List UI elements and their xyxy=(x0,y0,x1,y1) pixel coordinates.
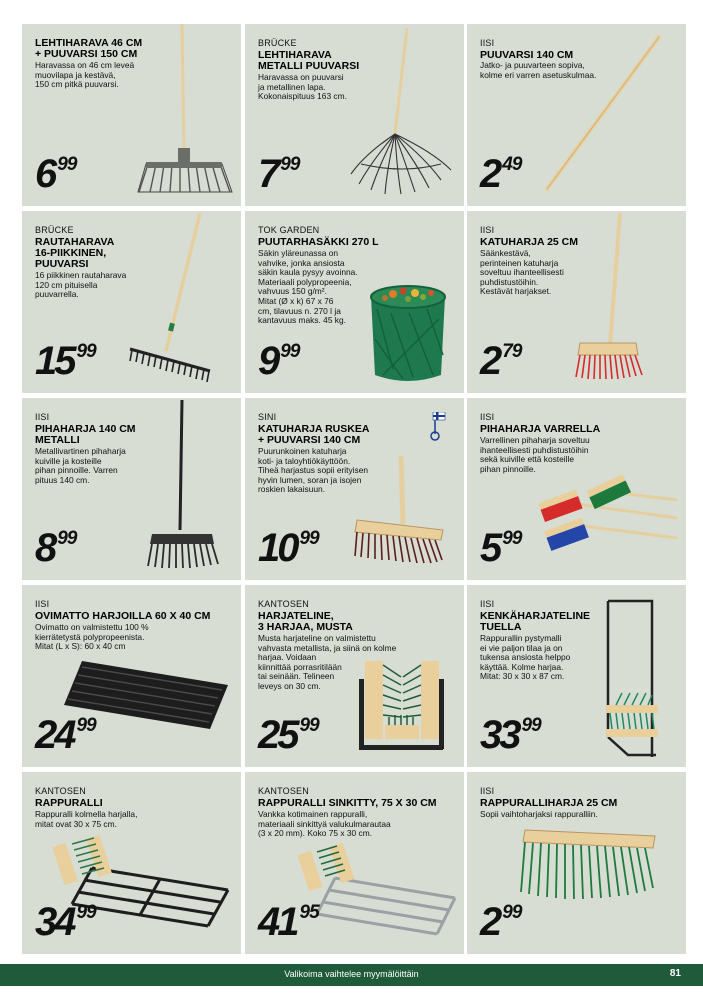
product-description xyxy=(258,73,347,102)
three-brooms-image xyxy=(537,468,682,578)
price-cents: 99 xyxy=(502,902,522,923)
product-description-text: Vankka kotimainen rappuralli, materiaali sinkittyä valukulmarautaa (3 x 20 mm). Koko 75 x 30 cm. xyxy=(258,809,391,839)
price-label xyxy=(258,154,299,194)
product-title xyxy=(258,50,359,72)
price-main: 2 xyxy=(480,339,500,383)
footer-bar xyxy=(0,964,703,986)
product-description-text: Rappurallin pystymalli ei vie paljon tilaa ja on tukensa ansiosta helppo käyttää. Kolme harjaa. Mitat: 30 x 30 x 87 cm. xyxy=(480,633,571,682)
price-label xyxy=(35,154,76,194)
price-main: 6 xyxy=(35,152,55,196)
product-card-lehtiharava-metalli xyxy=(245,24,464,206)
price-main: 7 xyxy=(258,152,278,196)
brown-broom-image xyxy=(345,438,455,573)
product-brand: IISI xyxy=(480,599,495,609)
price-main: 10 xyxy=(258,526,297,570)
product-title xyxy=(258,798,437,809)
leaf-rake-image xyxy=(132,24,237,199)
product-brand: IISI xyxy=(480,225,495,235)
product-brand: IISI xyxy=(480,38,495,48)
product-title-text: PIHAHARJA VARRELLA xyxy=(480,423,601,435)
product-brand: BRÜCKE xyxy=(258,38,297,48)
product-card-katuharja-ruskea xyxy=(245,398,464,580)
product-description xyxy=(35,810,137,829)
product-title xyxy=(480,424,600,435)
product-title-text: KATUHARJA RUSKEA + PUUVARSI 140 CM xyxy=(258,423,370,446)
price-label xyxy=(480,154,521,194)
product-brand: BRÜCKE xyxy=(35,225,74,235)
price-main: 5 xyxy=(480,526,500,570)
product-description-text: Haravassa on puuvarsi ja metallinen lapa. Kokonaispituus 163 cm. xyxy=(258,72,347,102)
price-cents: 99 xyxy=(76,341,96,362)
product-title-text: LEHTIHARAVA 46 CM + PUUVARSI 150 CM xyxy=(35,37,143,60)
product-brand: IISI xyxy=(35,412,50,422)
product-description-text: Ovimatto on valmistettu 100 % kierrätetystä polypropeenista. Mitat (L x S): 60 x 40 cm xyxy=(35,622,149,652)
price-main: 24 xyxy=(35,713,74,757)
product-title-text: PIHAHARJA 140 CM METALLI xyxy=(35,423,136,446)
product-title-text: RAPPURALLI SINKITTY, 75 X 30 CM xyxy=(258,797,437,809)
product-card-katuharja xyxy=(467,211,686,393)
product-title xyxy=(480,237,578,248)
garden-bag-image xyxy=(363,279,453,389)
product-brand: KANTOSEN xyxy=(258,599,309,609)
product-card-pihaharja-varrella xyxy=(467,398,686,580)
shoe-brush-stand-image xyxy=(602,597,662,762)
price-label xyxy=(35,528,76,568)
product-title xyxy=(258,237,379,248)
product-card-puutarhasakki xyxy=(245,211,464,393)
product-title xyxy=(35,237,114,270)
price-cents: 99 xyxy=(76,902,96,923)
price-label xyxy=(480,902,521,942)
price-label xyxy=(35,902,96,942)
product-description xyxy=(258,249,358,326)
product-description-text: Rappuralli kolmella harjalla, mitat ovat 30 x 75 cm. xyxy=(35,809,138,829)
product-card-rappuralliharja xyxy=(467,772,686,954)
price-label xyxy=(480,341,521,381)
product-title xyxy=(35,611,210,622)
product-description-text: Varrellinen pihaharja soveltuu ihanteellisesti puhdistustöihin sekä kuiville että kosteille pihan pinnoille. xyxy=(480,435,590,474)
price-main: 25 xyxy=(258,713,297,757)
price-cents: 99 xyxy=(299,528,319,549)
price-label xyxy=(258,341,299,381)
price-main: 41 xyxy=(258,900,297,944)
product-title xyxy=(480,798,617,809)
product-card-kenkaharjateline xyxy=(467,585,686,767)
product-card-puuvarsi xyxy=(467,24,686,206)
product-description xyxy=(480,810,598,820)
product-title-text: RAPPURALLI xyxy=(35,797,103,809)
price-cents: 99 xyxy=(299,715,319,736)
product-title xyxy=(480,611,590,633)
price-label xyxy=(258,528,319,568)
product-title xyxy=(35,798,103,809)
product-description xyxy=(35,271,126,300)
wooden-handle-image xyxy=(537,29,682,199)
price-main: 15 xyxy=(35,339,74,383)
iron-rake-image xyxy=(122,211,237,386)
product-brand: IISI xyxy=(35,599,50,609)
product-card-harjateline xyxy=(245,585,464,767)
product-title-text: LEHTIHARAVA METALLI PUUVARSI xyxy=(258,49,360,72)
product-title xyxy=(35,38,142,60)
product-title-text: HARJATELINE, 3 HARJAA, MUSTA xyxy=(258,610,353,633)
price-main: 8 xyxy=(35,526,55,570)
price-cents: 99 xyxy=(57,154,77,175)
price-label xyxy=(35,715,96,755)
product-card-ovimatto xyxy=(22,585,241,767)
price-label xyxy=(258,902,319,942)
product-card-pihaharja-metalli xyxy=(22,398,241,580)
product-description-text: Metallivartinen pihaharja kuiville ja kosteille pihan pinnoille. Varren pituus 140 cm. xyxy=(35,446,126,485)
product-description-text: Säänkestävä, perinteinen katuharja soveltuu ihanteellisesti puhdistustöihin. Kestävät harjakset. xyxy=(480,248,564,297)
price-label xyxy=(480,528,521,568)
price-main: 34 xyxy=(35,900,74,944)
product-title xyxy=(35,424,136,446)
street-broom-image xyxy=(572,211,682,386)
product-description xyxy=(258,810,391,839)
product-description-text: Jatko- ja puuvarteen sopiva, kolme eri varren asetuskulmaa. xyxy=(480,60,597,80)
product-description-text: Puurunkoinen katuharja koti- ja taloyhtiökäyttöön. Tiheä harjastus sopii erityisen hyvin lumen, soran ja isojen roskien lakaisuun. xyxy=(258,446,369,495)
product-title xyxy=(258,611,353,633)
product-title-text: KATUHARJA 25 CM xyxy=(480,236,579,248)
price-cents: 99 xyxy=(57,528,77,549)
price-main: 2 xyxy=(480,152,500,196)
price-cents: 99 xyxy=(76,715,96,736)
product-title-text: RAUTAHARAVA 16-PIIKKINEN, PUUVARSI xyxy=(35,236,115,270)
price-label xyxy=(258,715,319,755)
product-card-rautaharava xyxy=(22,211,241,393)
product-description xyxy=(480,249,564,297)
product-title-text: OVIMATTO HARJOILLA 60 X 40 CM xyxy=(35,610,211,622)
footer-note: Valikoima vaihtelee myymälöittäin xyxy=(284,969,419,979)
price-cents: 79 xyxy=(502,341,522,362)
product-card-rappuralli-sinkitty xyxy=(245,772,464,954)
product-description-text: Musta harjateline on valmistettu vahvasta metallista, ja siinä on kolme harjaa. Voidaan kiinnittää porrasritilään tai seinään. Telineen leveys on 30 cm. xyxy=(258,633,397,691)
galvanized-boot-scraper-image xyxy=(295,838,460,943)
product-title-text: PUUVARSI 140 CM xyxy=(480,49,574,61)
price-cents: 99 xyxy=(280,154,300,175)
product-title-text: PUUTARHASÄKKI 270 L xyxy=(258,236,379,248)
product-card-lehtiharava xyxy=(22,24,241,206)
brush-stand-image xyxy=(355,655,450,760)
product-title-text: RAPPURALLIHARJA 25 CM xyxy=(480,797,618,809)
product-description xyxy=(480,634,570,682)
product-brand: KANTOSEN xyxy=(258,786,309,796)
product-description-text: Säkin yläreunassa on vahvike, jonka ansiosta säkin kaula pysyy avoinna. Materiaali polypropeenia, vahvuus 150 g/m². Mitat (Ø x k) 67 x 76 cm, tilavuus n. 270 l ja kantavuus maks. 45 kg. xyxy=(258,248,358,326)
price-main: 2 xyxy=(480,900,500,944)
page-number: 81 xyxy=(669,968,681,979)
product-description xyxy=(35,623,149,652)
product-brand: TOK GARDEN xyxy=(258,225,320,235)
product-description-text: Haravassa on 46 cm leveä muovilapa ja kestävä, 150 cm pitkä puuvarsi. xyxy=(35,60,135,90)
metal-rake-image xyxy=(345,24,460,199)
price-label xyxy=(35,341,96,381)
price-main: 33 xyxy=(480,713,519,757)
yard-broom-image xyxy=(140,398,235,573)
price-cents: 99 xyxy=(521,715,541,736)
product-card-rappuralli xyxy=(22,772,241,954)
product-brand: KANTOSEN xyxy=(35,786,86,796)
product-brand: IISI xyxy=(480,786,495,796)
price-label xyxy=(480,715,541,755)
replacement-brush-image xyxy=(515,822,660,907)
product-description-text: Sopii vaihtoharjaksi rappuralliin. xyxy=(480,809,598,819)
product-title-text: KENKÄHARJATELINE TUELLA xyxy=(480,610,591,633)
product-brand: SINI xyxy=(258,412,277,422)
price-cents: 99 xyxy=(280,341,300,362)
price-cents: 99 xyxy=(502,528,522,549)
price-cents: 95 xyxy=(299,902,319,923)
price-main: 9 xyxy=(258,339,278,383)
product-description-text: 16 piikkinen rautaharava 120 cm pituisella puuvarrella. xyxy=(35,270,127,300)
product-brand: IISI xyxy=(480,412,495,422)
price-cents: 49 xyxy=(502,154,522,175)
product-description xyxy=(35,447,126,485)
product-description xyxy=(35,61,134,90)
